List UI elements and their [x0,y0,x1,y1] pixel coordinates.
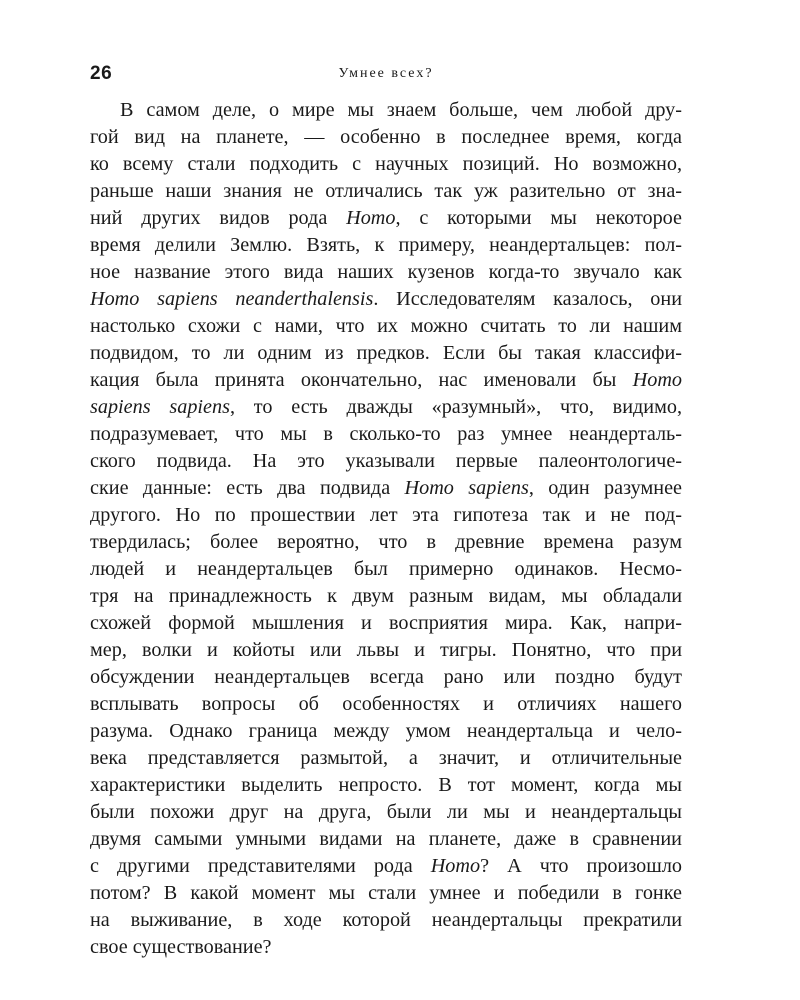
text-run: ко всему стали подходить с научных позиций. Но возможно, [90,153,682,175]
text-run: людей и неандертальцев был примерно одинаков. Несмо- [90,558,682,580]
text-line [90,313,682,340]
text-line [90,205,682,232]
text-line [90,448,682,475]
text-run: , один разумнее [528,477,682,499]
text-line [90,340,682,367]
running-head [90,62,682,86]
text-line [90,772,682,799]
text-run: подразумевает, что мы в сколько-то раз умнее неандерталь- [90,423,682,445]
text-line [90,502,682,529]
text-line [90,475,682,502]
italic-term: Homo [430,855,481,877]
text-line [90,907,682,934]
italic-term: Homo sapiens [404,477,529,499]
text-line [90,286,682,313]
text-line [90,178,682,205]
text-line [90,718,682,745]
text-run: всплывать вопросы об особенностях и отличиях нашего [90,693,682,715]
text-line [90,691,682,718]
text-run: двумя самыми умными видами на планете, даже в сравнении [90,828,682,850]
text-line [90,826,682,853]
text-run: подвидом, то ли одним из предков. Если бы такая классифи- [90,342,682,364]
text-run: мер, волки и койоты или львы и тигры. Понятно, что при [90,639,682,661]
text-run: В самом деле, о мире мы знаем больше, чем любой дру- [120,99,682,121]
text-line [90,394,682,421]
text-line [90,610,682,637]
text-run: раньше наши знания не отличались так уж разительно от зна- [90,180,682,202]
text-run: ? А что произошло [480,855,682,877]
text-run: века представляется размытой, а значит, и отличительные [90,747,682,769]
italic-term: Homo [346,207,396,229]
text-line [90,421,682,448]
text-line [90,745,682,772]
text-line [90,556,682,583]
text-line [90,529,682,556]
text-run: свое существование? [90,936,272,958]
text-run: обсуждении неандертальцев всегда рано или поздно будут [90,666,682,688]
text-run: разума. Однако граница между умом неандертальца и чело- [90,720,682,742]
page-number: 26 [90,63,113,84]
text-run: тря на принадлежность к двум разным видам, мы обладали [90,585,682,607]
italic-term: Homo sapiens neanderthalensis [90,288,374,310]
italic-term: sapiens sapiens [90,396,230,418]
text-run: твердилась; более вероятно, что в древние времена разум [90,531,682,553]
text-run: с другими представителями рода [90,855,431,877]
text-run: ские данные: есть два подвида [90,477,405,499]
text-run: другого. Но по прошествии лет эта гипотеза так и не под- [90,504,682,526]
text-line [90,151,682,178]
text-run: потом? В какой момент мы стали умнее и победили в гонке [90,882,682,904]
text-line [90,664,682,691]
text-line [90,124,682,151]
text-run: время делили Землю. Взять, к примеру, неандертальцев: пол- [90,234,682,256]
text-run: ное название этого вида наших кузенов когда-то звучало как [90,261,682,283]
text-run: настолько схожи с нами, что их можно считать то ли нашим [90,315,682,337]
text-line [90,799,682,826]
text-line [90,232,682,259]
text-run: . Исследователям казалось, они [373,288,682,310]
text-run: на выживание, в ходе которой неандертальцы прекратили [90,909,682,931]
text-line [90,853,682,880]
text-line [90,367,682,394]
text-run: ского подвида. На это указывали первые палеонтологиче- [90,450,682,472]
text-run: гой вид на планете, — особенно в последнее время, когда [90,126,682,148]
body-paragraph [90,97,682,961]
text-run: , с которыми мы некоторое [395,207,682,229]
text-run: схожей формой мышления и восприятия мира. Как, напри- [90,612,682,634]
text-line [90,880,682,907]
text-run: кация была принята окончательно, нас именовали бы [90,369,633,391]
text-run: были похожи друг на друга, были ли мы и неандертальцы [90,801,682,823]
text-run: характеристики выделить непросто. В тот момент, когда мы [90,774,682,796]
text-run: ний других видов рода [90,207,347,229]
text-line [90,583,682,610]
text-run: , то есть дважды «разумный», что, видимо, [229,396,682,418]
running-title: Умнее всех? [338,66,434,81]
text-line [90,97,682,124]
text-line [90,259,682,286]
italic-term: Homo [632,369,682,391]
text-line [90,934,682,961]
text-line [90,637,682,664]
